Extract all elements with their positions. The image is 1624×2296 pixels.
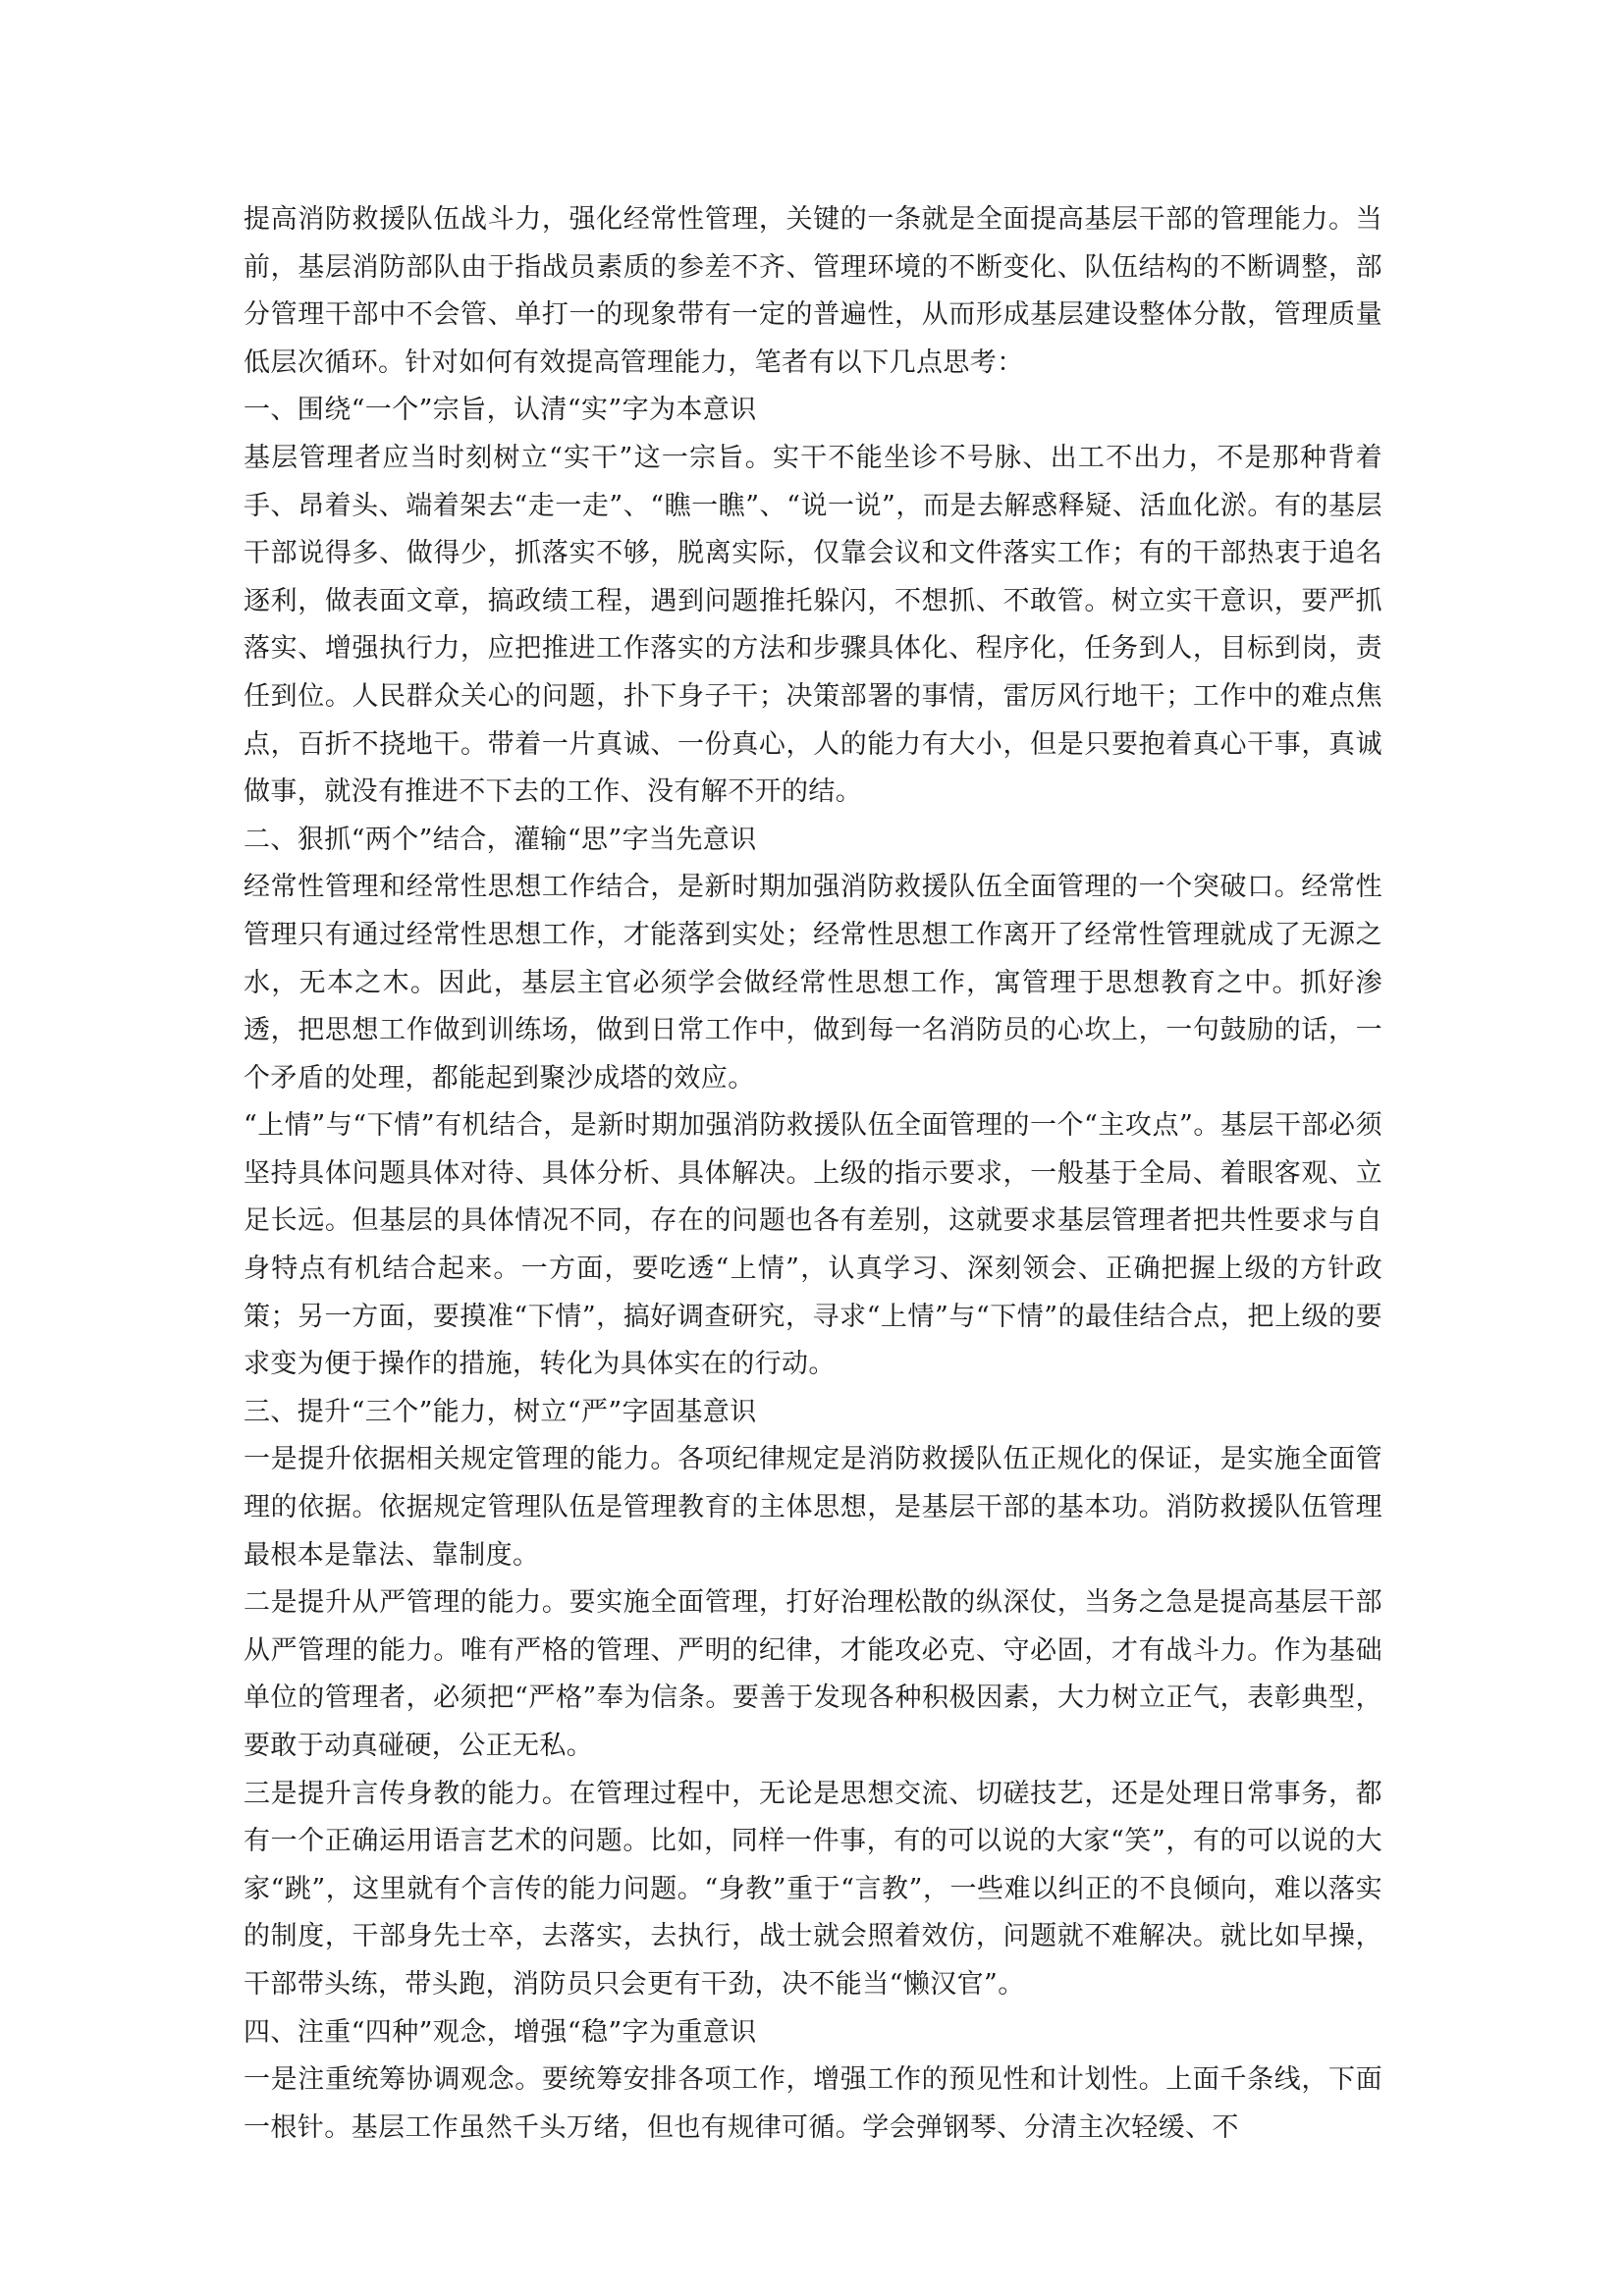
section-heading-2: 二、狠抓“两个”结合，灌输“思”字当先意识 <box>244 824 757 855</box>
section-3-paragraph-1: 一是提升依据相关规定管理的能力。各项纪律规定是消防救援队伍正规化的保证，是实施全面管理的依据。依据规定管理队伍是管理教育的主体思想，是基层干部的基本功。消防救援队伍管理最根本是靠法、靠制度。 <box>244 1444 1382 1571</box>
section-heading-3: 三、提升“三个”能力，树立“严”字固基意识 <box>244 1396 757 1427</box>
section-heading-1: 一、围绕“一个”宗旨，认清“实”字为本意识 <box>244 395 757 426</box>
section-3-paragraph-3: 三是提升言传身教的能力。在管理过程中，无论是思想交流、切磋技艺，还是处理日常事务，都有一个正确运用语言艺术的问题。比如，同样一件事，有的可以说的大家“笑”，有的可以说的大家“跳”，这里就有个言传的能力问题。“身教”重于“言教”，一些难以纠正的不良倾向，难以落实的制度，干部身先士卒，去落实，去执行，战士就会照着效仿，问题就不难解决。就比如早操，干部带头练，带头跑，消防员只会更有干劲，决不能当“懒汉官”。 <box>244 1778 1382 2000</box>
section-2-paragraph-1: 经常性管理和经常性思想工作结合，是新时期加强消防救援队伍全面管理的一个突破口。经常性管理只有通过经常性思想工作，才能落到实处；经常性思想工作离开了经常性管理就成了无源之水，无本之木。因此，基层主官必须学会做经常性思想工作，寓管理于思想教育之中。抓好渗透，把思想工作做到训练场，做到日常工作中，做到每一名消防员的心坎上，一句鼓励的话，一个矛盾的处理，都能起到聚沙成塔的效应。 <box>244 872 1382 1094</box>
intro-paragraph: 提高消防救援队伍战斗力，强化经常性管理，关键的一条就是全面提高基层干部的管理能力。当前，基层消防部队由于指战员素质的参差不齐、管理环境的不断变化、队伍结构的不断调整，部分管理干部中不会管、单打一的现象带有一定的普遍性，从而形成基层建设整体分散，管理质量低层次循环。针对如何有效提高管理能力，笔者有以下几点思考： <box>244 204 1382 378</box>
section-2-paragraph-2: “上情”与“下情”有机结合，是新时期加强消防救援队伍全面管理的一个“主攻点”。基层干部必须坚持具体问题具体对待、具体分析、具体解决。上级的指示要求，一般基于全局、着眼客观、立足长远。但基层的具体情况不同，存在的问题也各有差别，这就要求基层管理者把共性要求与自身特点有机结合起来。一方面，要吃透“上情”，认真学习、深刻领会、正确把握上级的方针政策；另一方面，要摸准“下情”，搞好调查研究，寻求“上情”与“下情”的最佳结合点，把上级的要求变为便于操作的措施，转化为具体实在的行动。 <box>244 1110 1382 1380</box>
section-heading-4: 四、注重“四种”观念，增强“稳”字为重意识 <box>244 2016 757 2048</box>
document-body <box>244 196 1382 2152</box>
section-3-paragraph-2: 二是提升从严管理的能力。要实施全面管理，打好治理松散的纵深仗，当务之急是提高基层干部从严管理的能力。唯有严格的管理、严明的纪律，才能攻必克、守必固，才有战斗力。作为基础单位的管理者，必须把“严格”奉为信条。要善于发现各种积极因素，大力树立正气，表彰典型，要敢于动真碰硬，公正无私。 <box>244 1587 1382 1761</box>
section-4-paragraph-1: 一是注重统筹协调观念。要统筹安排各项工作，增强工作的预见性和计划性。上面千条线，下面一根针。基层工作虽然千头万绪，但也有规律可循。学会弹钢琴、分清主次轻缓、不 <box>244 2064 1382 2143</box>
section-1-paragraph: 基层管理者应当时刻树立“实干”这一宗旨。实干不能坐诊不号脉、出工不出力，不是那种背着手、昂着头、端着架去“走一走”、“瞧一瞧”、“说一说”，而是去解惑释疑、活血化淤。有的基层干部说得多、做得少，抓落实不够，脱离实际，仅靠会议和文件落实工作；有的干部热衷于追名逐利，做表面文章，搞政绩工程，遇到问题推托躲闪，不想抓、不敢管。树立实干意识，要严抓落实、增强执行力，应把推进工作落实的方法和步骤具体化、程序化，任务到人，目标到岗，责任到位。人民群众关心的问题，扑下身子干；决策部署的事情，雷厉风行地干；工作中的难点焦点，百折不挠地干。带着一片真诚、一份真心，人的能力有大小，但是只要抱着真心干事，真诚做事，就没有推进不下去的工作、没有解不开的结。 <box>244 442 1382 808</box>
